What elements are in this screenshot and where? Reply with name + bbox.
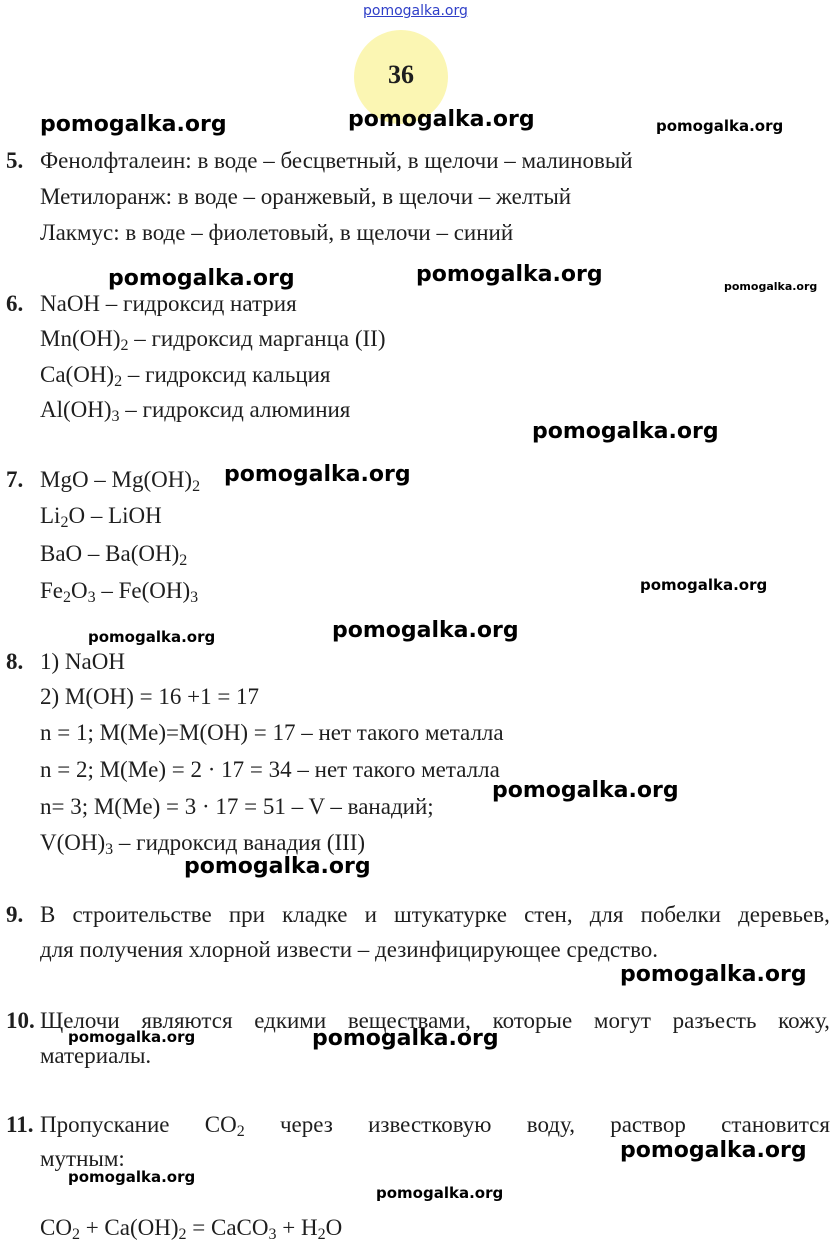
q7-line-2: $Li_2O$ – LiOH [40,503,162,531]
q11-number: 11. [6,1112,34,1137]
q8-line-2: 2) M(OH) = 16 +1 = 17 [40,684,260,709]
q10-number: 10. [6,1008,35,1033]
q9-line-1: В строительстве при кладке и штукатурке стен, для побелки деревьев, [40,902,830,927]
q6-line-3: $Ca(OH)_2$ – гидроксид кальция [40,362,331,390]
q11-line-1: Пропускание $CO_2$ через известковую воду, раствор становится [40,1112,830,1140]
q7-line-1: MgO – $Mg(OH)_2$ [40,467,201,495]
watermark: pomogalka.org [620,962,807,987]
q8-line-6: $V(OH)_3$ – гидроксид ванадия (III) [40,830,366,858]
watermark: pomogalka.org [376,1184,504,1202]
watermark: pomogalka.org [640,576,768,594]
q11-line-2: мутным: [40,1146,125,1171]
watermark: pomogalka.org [88,628,216,646]
watermark: pomogalka.org [312,1026,499,1051]
q5-number: 5. [6,148,24,173]
watermark: pomogalka.org [108,266,295,291]
watermark: pomogalka.org [332,618,519,643]
q5-line-2: Метилоранж: в воде – оранжевый, в щелочи – желтый [40,184,572,209]
q7-line-3: BaO – $Ba(OH)_2$ [40,541,188,569]
watermark: pomogalka.org [184,854,371,879]
q8-line-3: n = 1; M(Me)=M(OH) = 17 – нет такого металла [40,720,504,745]
q5-line-3: Лакмус: в воде – фиолетовый, в щелочи – синий [40,220,514,245]
q7-line-4: $Fe_2O_3 - Fe(OH)_3$ [40,578,199,606]
q8-line-1: 1) NaOH [40,649,125,674]
page-number: 36 [388,60,414,89]
q10-line-1: Щелочи являются едкими веществами, которые могут разъесть кожу, [40,1008,830,1033]
q6-line-2: $Mn(OH)_2$ – гидроксид марганца (II) [40,326,386,354]
watermark: pomogalka.org [620,1138,807,1163]
watermark: pomogalka.org [348,107,535,132]
q7-number: 7. [6,467,24,492]
q5-line-1: Фенолфталеин: в воде – бесцветный, в щелочи – малиновый [40,148,633,173]
watermark: pomogalka.org [724,280,818,293]
q9-line-2: для получения хлорной извести – дезинфицирующее средство. [40,937,659,962]
top-watermark[interactable]: pomogalka.org [363,3,468,19]
watermark: pomogalka.org [224,462,411,487]
watermark: pomogalka.org [68,1028,196,1046]
q9-number: 9. [6,902,24,927]
q8-number: 8. [6,649,24,674]
q8-line-5: n= 3; M(Me) = 3 · 17 = 51 – V – ванадий; [40,794,434,819]
q6-number: 6. [6,291,24,316]
watermark: pomogalka.org [532,419,719,444]
q10-line-2: материалы. [40,1043,152,1068]
watermark: pomogalka.org [656,117,784,135]
q6-line-4: $Al(OH)_3$ – гидроксид алюминия [40,397,351,425]
q6-line-1: NaOH – гидроксид натрия [40,291,297,316]
watermark: pomogalka.org [40,112,227,137]
q8-line-4: n = 2; M(Me) = 2 · 17 = 34 – нет такого металла [40,757,500,782]
watermark: pomogalka.org [416,262,603,287]
watermark: pomogalka.org [492,778,679,803]
q11-equation: $CO_2 + Ca(OH)_2$ = CaCO$_3$ + $H_2O$ [40,1215,343,1243]
watermark: pomogalka.org [68,1168,196,1186]
